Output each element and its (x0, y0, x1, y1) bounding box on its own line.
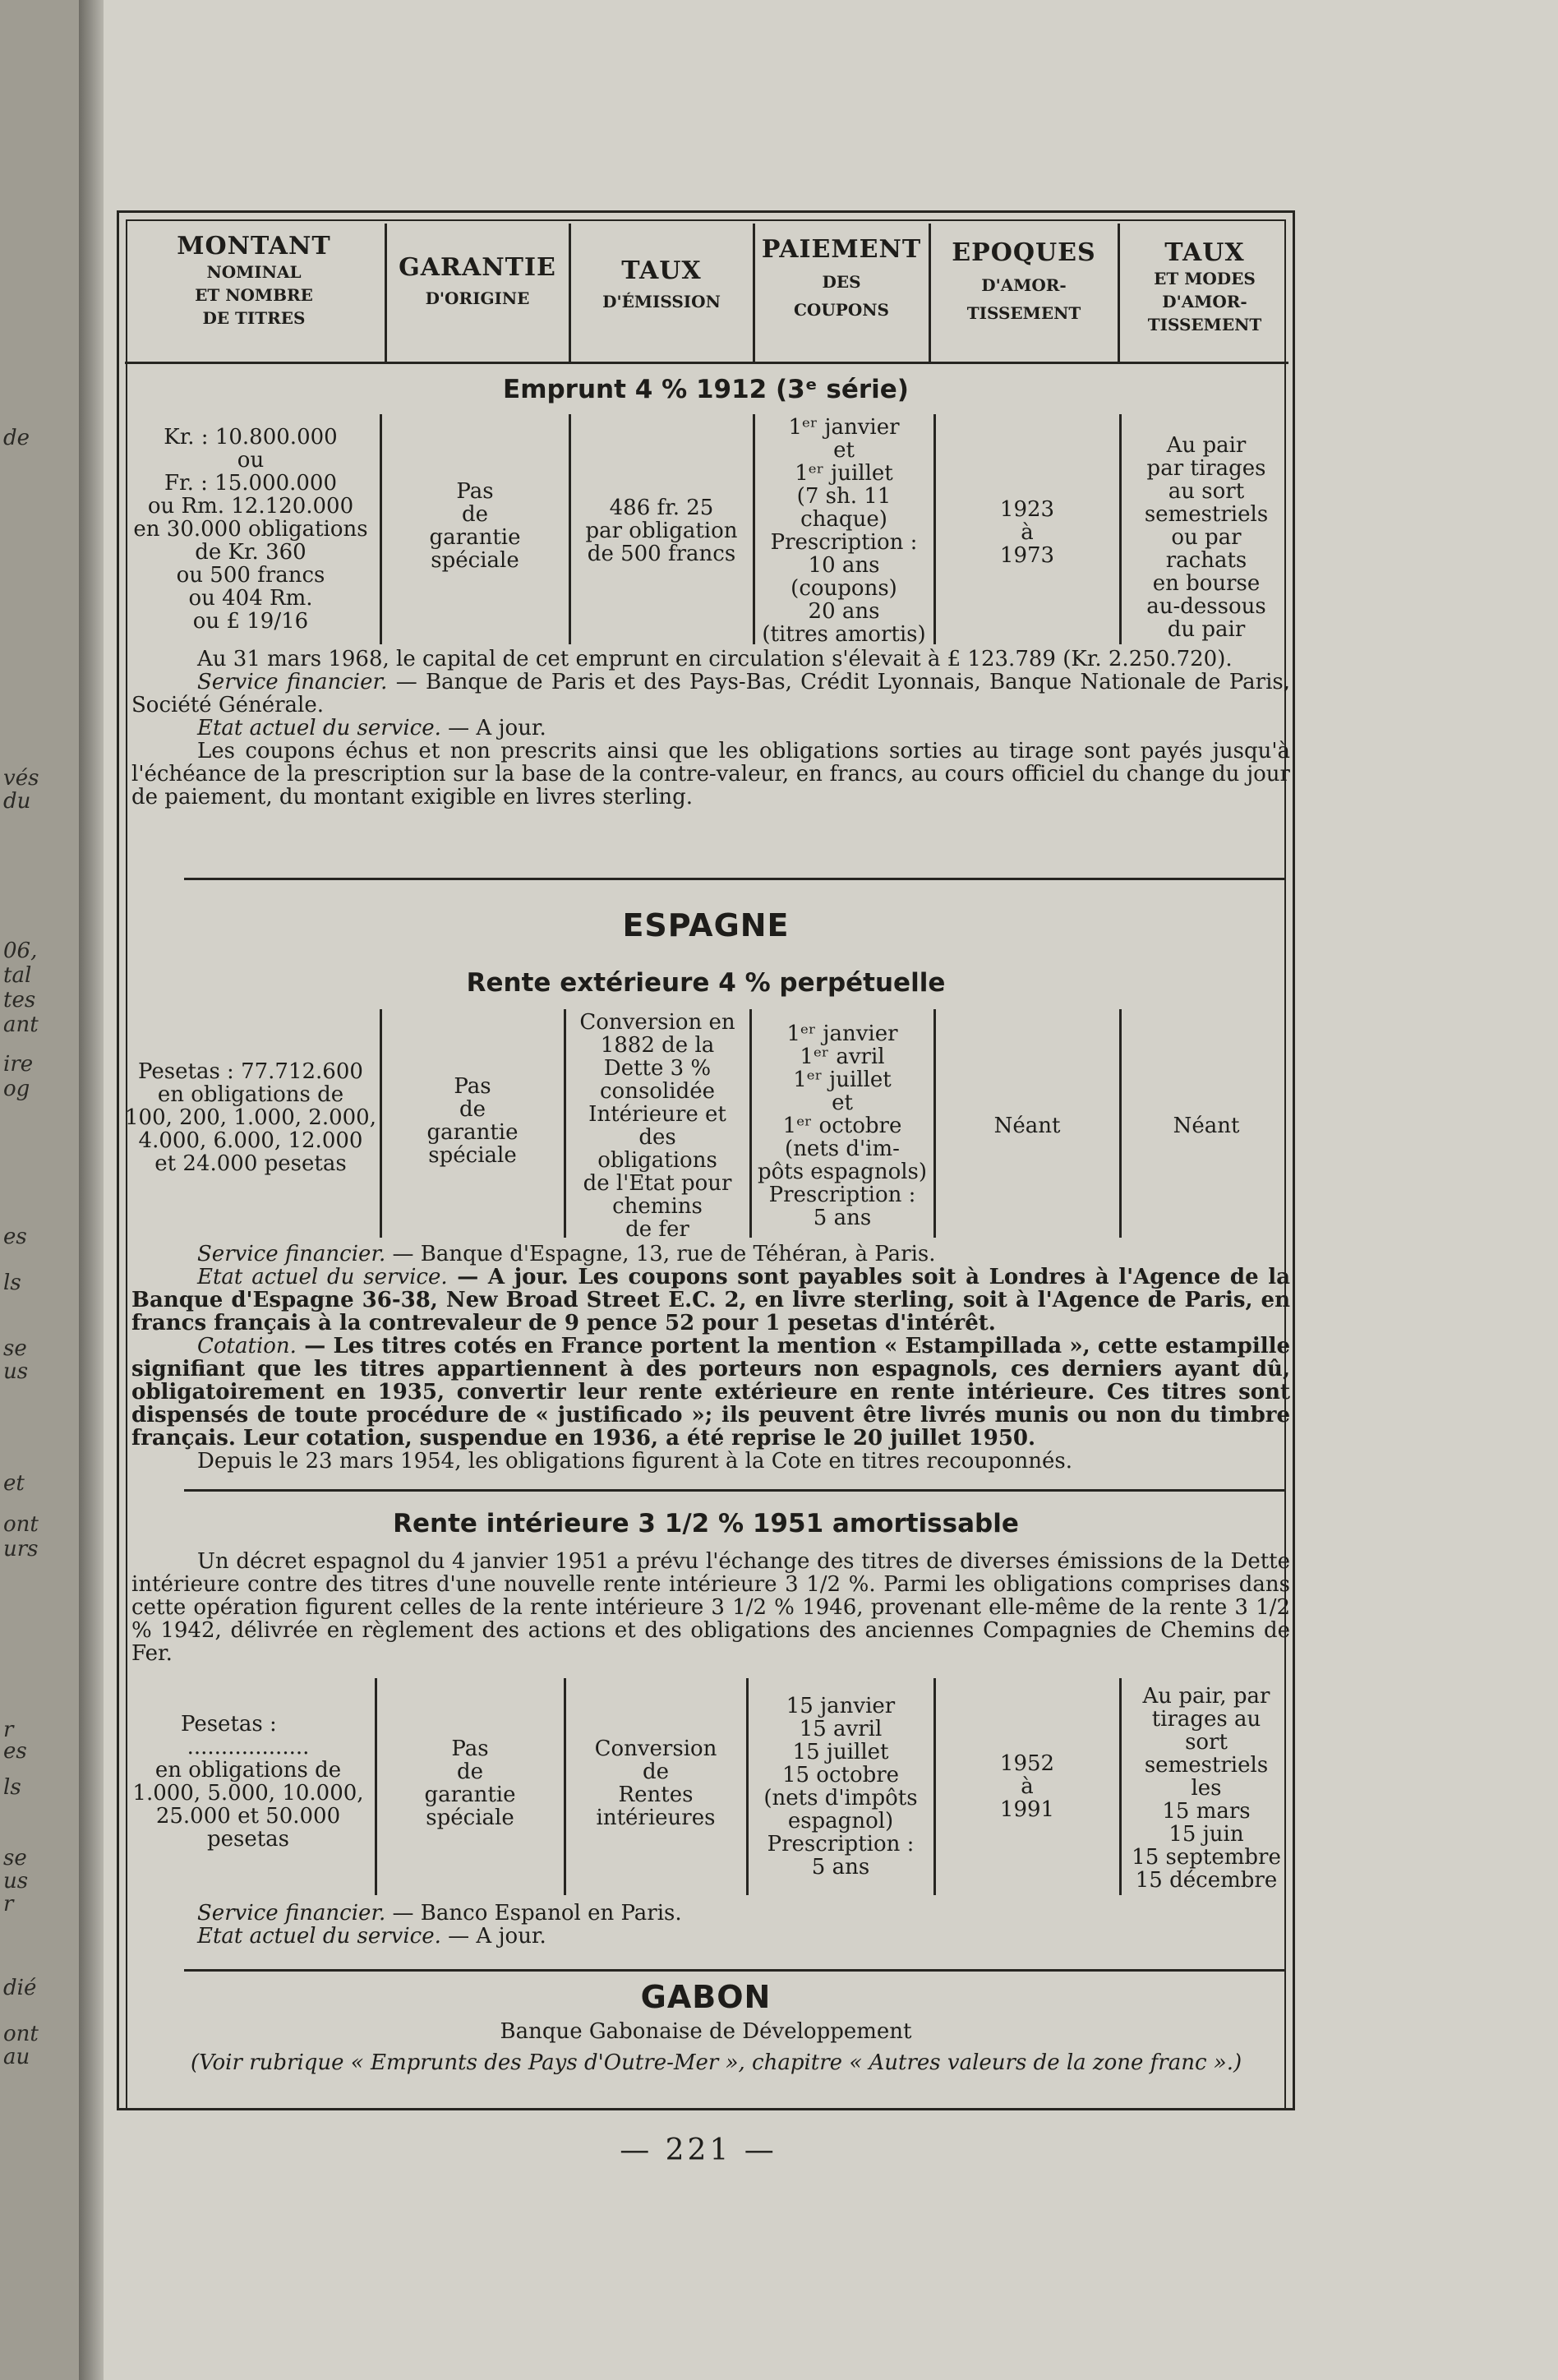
cell-line: ou 404 Rm. (188, 586, 313, 611)
cell-epoques (937, 1752, 1118, 1821)
cell-line: en obligations de (157, 1082, 344, 1107)
cell-line: espagnol) (787, 1809, 894, 1833)
cell-line: 1923 (999, 497, 1055, 522)
cell-line: Néant (993, 1114, 1061, 1138)
cell-line: (titres amortis) (762, 622, 926, 647)
margin-fragment: tes (3, 988, 36, 1012)
margin-fragment: r (3, 1892, 14, 1916)
column-divider (749, 1009, 752, 1238)
column-divider (933, 414, 936, 644)
cell-line: garantie (426, 1120, 519, 1145)
margin-fragment: tal (3, 963, 32, 988)
cell-line: des (638, 1125, 676, 1150)
margin-fragment: es (3, 1225, 27, 1249)
cell-line: 1ᵉʳ octobre (782, 1114, 902, 1138)
cell-line: spéciale (428, 1143, 517, 1168)
cell-line: et (832, 1091, 853, 1115)
header-divider (1118, 224, 1120, 362)
column-divider (753, 414, 755, 644)
header-text: EPOQUES (952, 238, 1096, 267)
etat-label: Etat actuel du service. (197, 1924, 441, 1949)
column-divider (1119, 414, 1122, 644)
header-divider (569, 224, 571, 362)
cell-line: 15 mars (1162, 1799, 1251, 1824)
column-divider (380, 1009, 382, 1238)
cell-taux (567, 1011, 748, 1241)
cell-paiement (753, 1022, 932, 1229)
cell-line: 15 septembre (1132, 1845, 1281, 1870)
cell-line: (nets d'impôts (763, 1786, 918, 1810)
capital-paragraph: Au 31 mars 1968, le capital de cet emprunt en circulation s'élevait à £ 123.789 (Kr. 2.250.720). (197, 647, 1233, 671)
cell-taux (567, 1737, 744, 1829)
cell-line: (nets d'im- (785, 1137, 900, 1161)
cell-line: les (1191, 1776, 1222, 1801)
margin-fragment: ont (3, 1512, 39, 1537)
country-title-gabon: GABON (640, 1979, 772, 2015)
cell-line: Fr. : 15.000.000 (164, 471, 338, 496)
cell-line: 10 ans (808, 553, 880, 578)
cell-line: Prescription : (768, 1183, 916, 1207)
cotation-text: — Les titres cotés en France portent la mention « Estampillada », cette estampille signifiant que les titres appartiennent à des porteurs non espagnols, ces derniers ayant dû, obligatoirement en 1935, convertir leur rente extérieure en rente intérieure. Ces titres sont dispensés de toute procédure de « justificado »; ils peuvent être livrés munis ou non du timbre français. Leur cotation, suspendue en 1936, a été reprise le 20 juillet 1950. (131, 1334, 1290, 1451)
cell-line: 1ᵉʳ juillet (795, 461, 893, 486)
rente-intro (131, 1550, 1290, 1665)
etat-paragraph (131, 1266, 1290, 1335)
cell-line: semestriels (1144, 502, 1269, 527)
header-taux-modes (1121, 238, 1288, 378)
cell-line: à (1021, 1774, 1034, 1799)
margin-fragment: us (3, 1359, 29, 1384)
margin-fragment: ire (3, 1052, 34, 1077)
cell-line: Au pair, par (1142, 1684, 1270, 1709)
header-epoques (932, 238, 1116, 378)
etat-label: Etat actuel du service. (197, 716, 441, 740)
section-divider (184, 1969, 1285, 1972)
cell-line: 15 janvier (786, 1694, 896, 1718)
margin-fragment: ont (3, 2022, 39, 2046)
margin-fragment: es (3, 1739, 27, 1764)
cell-montant (123, 1060, 378, 1175)
section-divider (184, 878, 1285, 880)
page-number: — 221 — (620, 2133, 777, 2167)
column-divider (933, 1009, 936, 1238)
cell-line: consolidée (599, 1079, 715, 1104)
cell-line: Prescription : (767, 1832, 915, 1856)
cell-line: à (1021, 520, 1034, 545)
cell-line: de (456, 1760, 484, 1784)
header-montant (128, 232, 380, 371)
cell-line: Pesetas : 77.712.600 (138, 1059, 363, 1084)
etat-text: — A jour. (440, 1924, 546, 1949)
column-divider (746, 1678, 749, 1895)
header-text: NOMINAL (206, 262, 302, 282)
header-text: D'AMOR- (1162, 292, 1247, 311)
cell-line: ou Rm. 12.120.000 (147, 494, 354, 519)
header-text: TAUX (1164, 238, 1245, 267)
margin-fragment: 06, (3, 939, 38, 963)
column-divider (380, 414, 382, 644)
cell-line: tirages au (1151, 1707, 1261, 1732)
section-title-rente-exterieure: Rente extérieure 4 % perpétuelle (466, 968, 946, 998)
cell-line: de fer (625, 1217, 689, 1242)
column-divider (1119, 1009, 1122, 1238)
header-text: PAIEMENT (761, 235, 922, 264)
header-divider (385, 224, 387, 362)
cell-line: 1.000, 5.000, 10.000, (132, 1781, 364, 1806)
service-paragraph (131, 671, 1290, 717)
cell-line: Kr. : 10.800.000 (164, 425, 338, 450)
margin-fragment: ls (3, 1271, 21, 1295)
cell-line: en 30.000 obligations (133, 517, 368, 542)
cell-garantie (383, 1075, 562, 1167)
margin-fragment: se (3, 1336, 27, 1361)
etat-text: — A jour. Les coupons sont payables soit à Londres à l'Agence de la Banque d'Espagne 36-38, New Broad Street E.C. 2, en livre sterling, soit à l'Agence de Paris, en francs français à la contrevaleur de 9 pence 52 pour 1 pesetas d'intérêt. (131, 1265, 1290, 1335)
gabon-bank: Banque Gabonaise de Développement (500, 2019, 912, 2044)
gabon-note: (Voir rubrique « Emprunts des Pays d'Outre-Mer », chapitre « Autres valeurs de la zone franc ».) (191, 2050, 1242, 2075)
cell-line: Pesetas : (181, 1712, 277, 1737)
section-title-emprunt: Emprunt 4 % 1912 (3ᵉ série) (503, 375, 909, 404)
cell-line: 15 avril (799, 1717, 883, 1741)
header-text: GARANTIE (399, 253, 556, 282)
cell-modes (1122, 1685, 1290, 1892)
cell-line: du pair (1167, 617, 1246, 642)
cell-line: 1952 (999, 1751, 1055, 1776)
cell-garantie (383, 480, 567, 572)
cell-line: ou (237, 448, 265, 473)
cell-line: de (461, 502, 489, 527)
cell-line: au sort (1168, 479, 1245, 504)
margin-fragment: se (3, 1846, 27, 1870)
cell-line: ou £ 19/16 (192, 609, 309, 634)
margin-fragment: us (3, 1869, 29, 1893)
cell-montant (123, 1713, 373, 1851)
cell-montant (123, 426, 378, 633)
header-text: D'AMOR- (981, 275, 1067, 295)
cell-line: 15 juin (1168, 1822, 1244, 1847)
cell-line: (coupons) (791, 576, 897, 601)
rente-notes (131, 1902, 1290, 1948)
cotation-paragraph (131, 1335, 1290, 1450)
header-text: ET NOMBRE (195, 285, 313, 305)
cell-line: Conversion en (579, 1010, 735, 1035)
cell-line: de Kr. 360 (195, 540, 307, 565)
header-text: D'ORIGINE (425, 288, 530, 308)
cell-line: spéciale (426, 1806, 514, 1830)
book-gutter (79, 0, 104, 2380)
cell-epoques (937, 1114, 1118, 1137)
header-paiement (756, 235, 927, 375)
cell-line: Prescription : (770, 530, 918, 555)
cell-line: 1973 (999, 543, 1055, 568)
service-label: Service financier. (197, 1901, 386, 1926)
service-paragraph (131, 1902, 1290, 1925)
cell-line: 1882 de la (600, 1033, 715, 1058)
cell-line: ou 500 francs (176, 563, 325, 588)
depuis-paragraph: Depuis le 23 mars 1954, les obligations figurent à la Cote en titres recouponnés. (197, 1449, 1072, 1474)
cell-modes (1122, 434, 1290, 641)
margin-fragment: du (3, 789, 31, 814)
cell-line: en bourse (1152, 571, 1261, 596)
cell-line: Dette 3 % (603, 1056, 712, 1081)
etat-label: Etat actuel du service. (197, 1265, 448, 1289)
cell-line: Rentes (618, 1783, 694, 1807)
coupons-paragraph: Les coupons échus et non prescrits ainsi que les obligations sorties au tirage sont payés jusqu'à l'échéance de la prescription sur la base de la contre-valeur, en francs, au cours officiel du change du jour de paiement, du montant exigible en livres sterling. (131, 739, 1290, 809)
cell-taux (572, 496, 751, 565)
margin-fragment: ant (3, 1012, 39, 1037)
cell-line: Pas (454, 1074, 491, 1099)
cell-line: garantie (429, 525, 521, 550)
etat-text: — A jour. (440, 716, 546, 740)
espagne-notes (131, 1243, 1290, 1473)
header-text: COUPONS (794, 300, 889, 320)
cell-line: Intérieure et (588, 1102, 726, 1127)
cell-line: (7 sh. 11 (796, 484, 892, 509)
header-divider (753, 224, 755, 362)
cell-line: sort (1185, 1730, 1228, 1755)
cell-line: 1991 (999, 1797, 1055, 1822)
cell-line: 5 ans (811, 1855, 870, 1880)
cell-line: 4.000, 6.000, 12.000 (138, 1128, 363, 1153)
left-page-edge (0, 0, 81, 2380)
margin-fragment: vés (3, 766, 39, 791)
cell-line: de (642, 1760, 670, 1784)
section-divider (184, 1489, 1285, 1492)
service-text: — Banque d'Espagne, 13, rue de Téhéran, à Paris. (385, 1242, 936, 1266)
cell-line: de 500 francs (587, 542, 736, 566)
cell-line: 486 fr. 25 (609, 496, 714, 520)
cell-line: chaque) (800, 507, 887, 532)
header-text: DES (822, 272, 861, 292)
header-text: ET MODES (1154, 269, 1256, 288)
cell-line: rachats (1165, 548, 1247, 573)
cell-line: 1ᵉʳ juillet (793, 1068, 892, 1092)
cell-line: ou par (1171, 525, 1242, 550)
margin-fragment: dié (3, 1976, 37, 2000)
cell-garantie (378, 1737, 562, 1829)
cell-line: .................. (187, 1735, 310, 1760)
country-title-espagne: ESPAGNE (622, 907, 790, 943)
cell-line: en obligations de (154, 1758, 342, 1783)
cell-line: de (459, 1097, 486, 1122)
cell-line: obligations (597, 1148, 717, 1173)
header-text: TISSEMENT (966, 303, 1081, 323)
cell-modes (1122, 1114, 1290, 1137)
etat-paragraph (131, 1925, 1290, 1948)
margin-fragment: et (3, 1471, 25, 1496)
cell-epoques (937, 498, 1118, 567)
column-divider (564, 1009, 566, 1238)
service-paragraph (131, 1243, 1290, 1266)
column-divider (569, 414, 571, 644)
cell-line: 1ᵉʳ janvier (788, 415, 900, 440)
cell-line: pesetas (206, 1827, 290, 1852)
cell-line: et 24.000 pesetas (154, 1151, 347, 1176)
cell-line: Pas (456, 479, 494, 504)
cell-paiement (756, 416, 932, 646)
cell-line: 1ᵉʳ janvier (786, 1022, 898, 1046)
column-divider (1119, 1678, 1122, 1895)
cell-line: Néant (1173, 1114, 1240, 1138)
margin-fragment: og (3, 1077, 30, 1101)
service-text: — Banco Espanol en Paris. (385, 1901, 682, 1926)
cell-line: par obligation (585, 519, 738, 543)
column-divider (564, 1678, 566, 1895)
cell-line: Pas (451, 1737, 489, 1761)
intro-paragraph: Un décret espagnol du 4 janvier 1951 a prévu l'échange des titres de diverses émissions de la Dette intérieure contre des titres d'une nouvelle rente intérieure 3 1/2 %. Parmi les obligations comprises dans cette opération figurent celles de la rente intérieure 3 1/2 % 1946, provenant elle-même de la rente 3 1/2 % 1942, délivrée en règlement des actions et des obligations des anciennes Compagnies de Chemins de Fer. (131, 1549, 1290, 1666)
cell-line: 100, 200, 1.000, 2.000, (125, 1105, 376, 1130)
cell-line: 20 ans (808, 599, 880, 624)
header-text: TISSEMENT (1147, 315, 1262, 334)
cell-line: et (833, 438, 855, 463)
cell-line: intérieures (596, 1806, 716, 1830)
cotation-label: Cotation. (197, 1334, 297, 1358)
cell-line: au-dessous (1146, 594, 1266, 619)
cell-line: chemins (612, 1194, 703, 1219)
cell-line: Au pair (1166, 433, 1247, 458)
header-text: D'ÉMISSION (602, 292, 721, 311)
margin-fragment: au (3, 2045, 30, 2069)
cell-paiement (749, 1695, 932, 1879)
cell-line: 1ᵉʳ avril (800, 1045, 885, 1069)
column-divider (933, 1678, 936, 1895)
section-title-rente-interieure: Rente intérieure 3 1/2 % 1951 amortissable (393, 1509, 1019, 1538)
margin-fragment: urs (3, 1537, 39, 1561)
margin-fragment: ls (3, 1775, 21, 1800)
cell-line: 15 octobre (781, 1763, 900, 1787)
etat-paragraph (131, 717, 1290, 740)
cell-line: 15 décembre (1135, 1868, 1278, 1893)
cell-line: Conversion (594, 1737, 717, 1761)
margin-fragment: de (3, 426, 30, 450)
header-text: TAUX (621, 256, 702, 285)
cell-line: 25.000 et 50.000 (155, 1804, 341, 1829)
header-text: DE TITRES (202, 308, 306, 328)
column-divider (375, 1678, 377, 1895)
header-text: MONTANT (177, 232, 331, 261)
cell-line: semestriels (1144, 1753, 1269, 1778)
cell-line: de l'Etat pour (583, 1171, 732, 1196)
service-text: — Banque de Paris et des Pays-Bas, Crédit Lyonnais, Banque Nationale de Paris, Société Générale. (131, 670, 1291, 717)
margin-fragment: r (3, 1718, 14, 1742)
cell-line: spéciale (431, 548, 519, 573)
cell-line: 15 juillet (792, 1740, 889, 1764)
service-label: Service financier. (197, 1242, 386, 1266)
emprunt-notes (131, 648, 1290, 809)
header-garantie (388, 253, 567, 393)
header-divider (929, 224, 931, 362)
cell-line: par tirages (1146, 456, 1266, 481)
cell-line: 5 ans (813, 1206, 872, 1230)
cell-line: garantie (424, 1783, 516, 1807)
cell-line: pôts espagnols) (757, 1160, 928, 1184)
service-label: Service financier. (197, 670, 388, 694)
